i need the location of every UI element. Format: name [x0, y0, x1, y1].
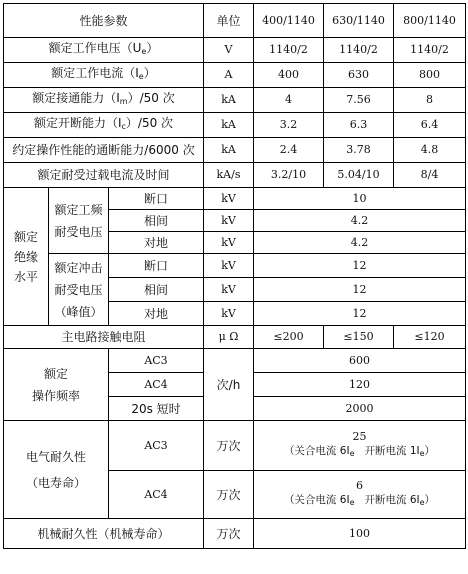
row-opfreq-ac3 [4, 349, 466, 373]
power-freq-sub-label-1: 相间 [109, 210, 204, 232]
contact-resistance-400: ≤200 [254, 326, 324, 349]
row-making-capacity [4, 88, 466, 113]
conventional-making-unit: kA [204, 138, 254, 163]
header-row [4, 4, 466, 38]
making-capacity-630: 7.56 [324, 88, 394, 113]
row-elife-ac3 [4, 421, 466, 471]
pf-ground-unit: kV [204, 232, 254, 254]
pf-break-value: 10 [254, 188, 466, 210]
elife-ac4-value-cell [254, 471, 466, 519]
conventional-making-630: 3.78 [324, 138, 394, 163]
header-model-630: 630/1140 [324, 4, 394, 38]
conventional-making-400: 2.4 [254, 138, 324, 163]
making-capacity-400: 4 [254, 88, 324, 113]
opfreq-label: 额定 操作频率 [4, 349, 109, 421]
pf-break-unit: kV [204, 188, 254, 210]
contact-resistance-label: 主电路接触电阻 [4, 326, 204, 349]
row-insulation-pf-break [4, 188, 466, 210]
mechanical-life-value: 100 [254, 519, 466, 549]
row-breaking-capacity [4, 113, 466, 138]
elife-ac4-name: AC4 [109, 471, 204, 519]
elife-ac4-value: 6 [356, 479, 363, 492]
breaking-capacity-unit: kA [204, 113, 254, 138]
imp-break-unit: kV [204, 254, 254, 278]
row-mechanical-life [4, 519, 466, 549]
opfreq-ac4-name: AC4 [109, 373, 204, 397]
header-model-400: 400/1140 [254, 4, 324, 38]
opfreq-unit: 次/h [204, 349, 254, 421]
rated-current-800: 800 [394, 63, 466, 88]
imp-phase-value: 12 [254, 278, 466, 302]
conventional-making-800: 4.8 [394, 138, 466, 163]
elife-label: 电气耐久性 （电寿命） [4, 421, 109, 519]
imp-phase-unit: kV [204, 278, 254, 302]
pf-phase-unit: kV [204, 210, 254, 232]
overload-800: 8/4 [394, 163, 466, 188]
rated-current-unit: A [204, 63, 254, 88]
rated-current-label: 额定工作电流$(I_e)$ [4, 63, 204, 88]
breaking-capacity-630: 6.3 [324, 113, 394, 138]
spec-table [3, 3, 466, 549]
rated-current-630: 630 [324, 63, 394, 88]
mechanical-life-unit: 万次 [204, 519, 254, 549]
elife-ac3-value-cell [254, 421, 466, 471]
row-rated-current [4, 63, 466, 88]
contact-resistance-800: ≤120 [394, 326, 466, 349]
pf-ground-value: 4.2 [254, 232, 466, 254]
rated-voltage-400: 1140/2 [254, 38, 324, 63]
imp-ground-unit: kV [204, 302, 254, 326]
pf-phase-value: 4.2 [254, 210, 466, 232]
impulse-sub-label-1: 相间 [109, 278, 204, 302]
power-freq-sub-label-0: 断口 [109, 188, 204, 210]
making-capacity-800: 8 [394, 88, 466, 113]
elife-ac3-value: 25 [352, 430, 367, 443]
row-rated-voltage [4, 38, 466, 63]
row-conventional-making [4, 138, 466, 163]
elife-ac4-note: （关合电流 $6I_e$ 开断电流 $6I_e$） [283, 494, 436, 507]
row-overload [4, 163, 466, 188]
rated-current-400: 400 [254, 63, 324, 88]
mechanical-life-label: 机械耐久性（机械寿命） [4, 519, 204, 549]
rated-voltage-label: 额定工作电压$(U_e)$ [4, 38, 204, 63]
impulse-sub-label-2: 对地 [109, 302, 204, 326]
breaking-capacity-800: 6.4 [394, 113, 466, 138]
conventional-making-label: 约定操作性能的通断能力/6000 次 [4, 138, 204, 163]
making-capacity-unit: kA [204, 88, 254, 113]
power-freq-sub-label-2: 对地 [109, 232, 204, 254]
overload-label: 额定耐受过载电流及时间 [4, 163, 204, 188]
impulse-sub-label-0: 断口 [109, 254, 204, 278]
opfreq-20s-value: 2000 [254, 397, 466, 421]
row-insulation-imp-break [4, 254, 466, 278]
imp-ground-value: 12 [254, 302, 466, 326]
elife-ac3-unit: 万次 [204, 421, 254, 471]
opfreq-ac3-name: AC3 [109, 349, 204, 373]
header-param: 性能参数 [4, 4, 204, 38]
rated-voltage-800: 1140/2 [394, 38, 466, 63]
rated-voltage-630: 1140/2 [324, 38, 394, 63]
elife-ac3-note: （关合电流 $6I_e$ 开断电流 $1I_e$） [283, 445, 436, 458]
opfreq-20s-name: 20s 短时 [109, 397, 204, 421]
imp-break-value: 12 [254, 254, 466, 278]
making-capacity-label: 额定接通能力$(I_m)/50$ 次 [4, 88, 204, 113]
contact-resistance-630: ≤150 [324, 326, 394, 349]
row-contact-resistance [4, 326, 466, 349]
impulse-label: 额定冲击 耐受电压 （峰值） [49, 254, 109, 326]
header-unit: 单位 [204, 4, 254, 38]
rated-voltage-unit: V [204, 38, 254, 63]
power-freq-label: 额定工频 耐受电压 [49, 188, 109, 254]
overload-unit: kA/s [204, 163, 254, 188]
header-model-800: 800/1140 [394, 4, 466, 38]
insulation-group-label: 额定 绝缘 水平 [4, 188, 49, 326]
spec-table-container [3, 3, 466, 549]
overload-400: 3.2/10 [254, 163, 324, 188]
elife-ac4-unit: 万次 [204, 471, 254, 519]
contact-resistance-unit: μ Ω [204, 326, 254, 349]
elife-ac3-name: AC3 [109, 421, 204, 471]
opfreq-ac3-value: 600 [254, 349, 466, 373]
breaking-capacity-label: 额定开断能力$(I_c)/50$ 次 [4, 113, 204, 138]
opfreq-ac4-value: 120 [254, 373, 466, 397]
breaking-capacity-400: 3.2 [254, 113, 324, 138]
overload-630: 5.04/10 [324, 163, 394, 188]
